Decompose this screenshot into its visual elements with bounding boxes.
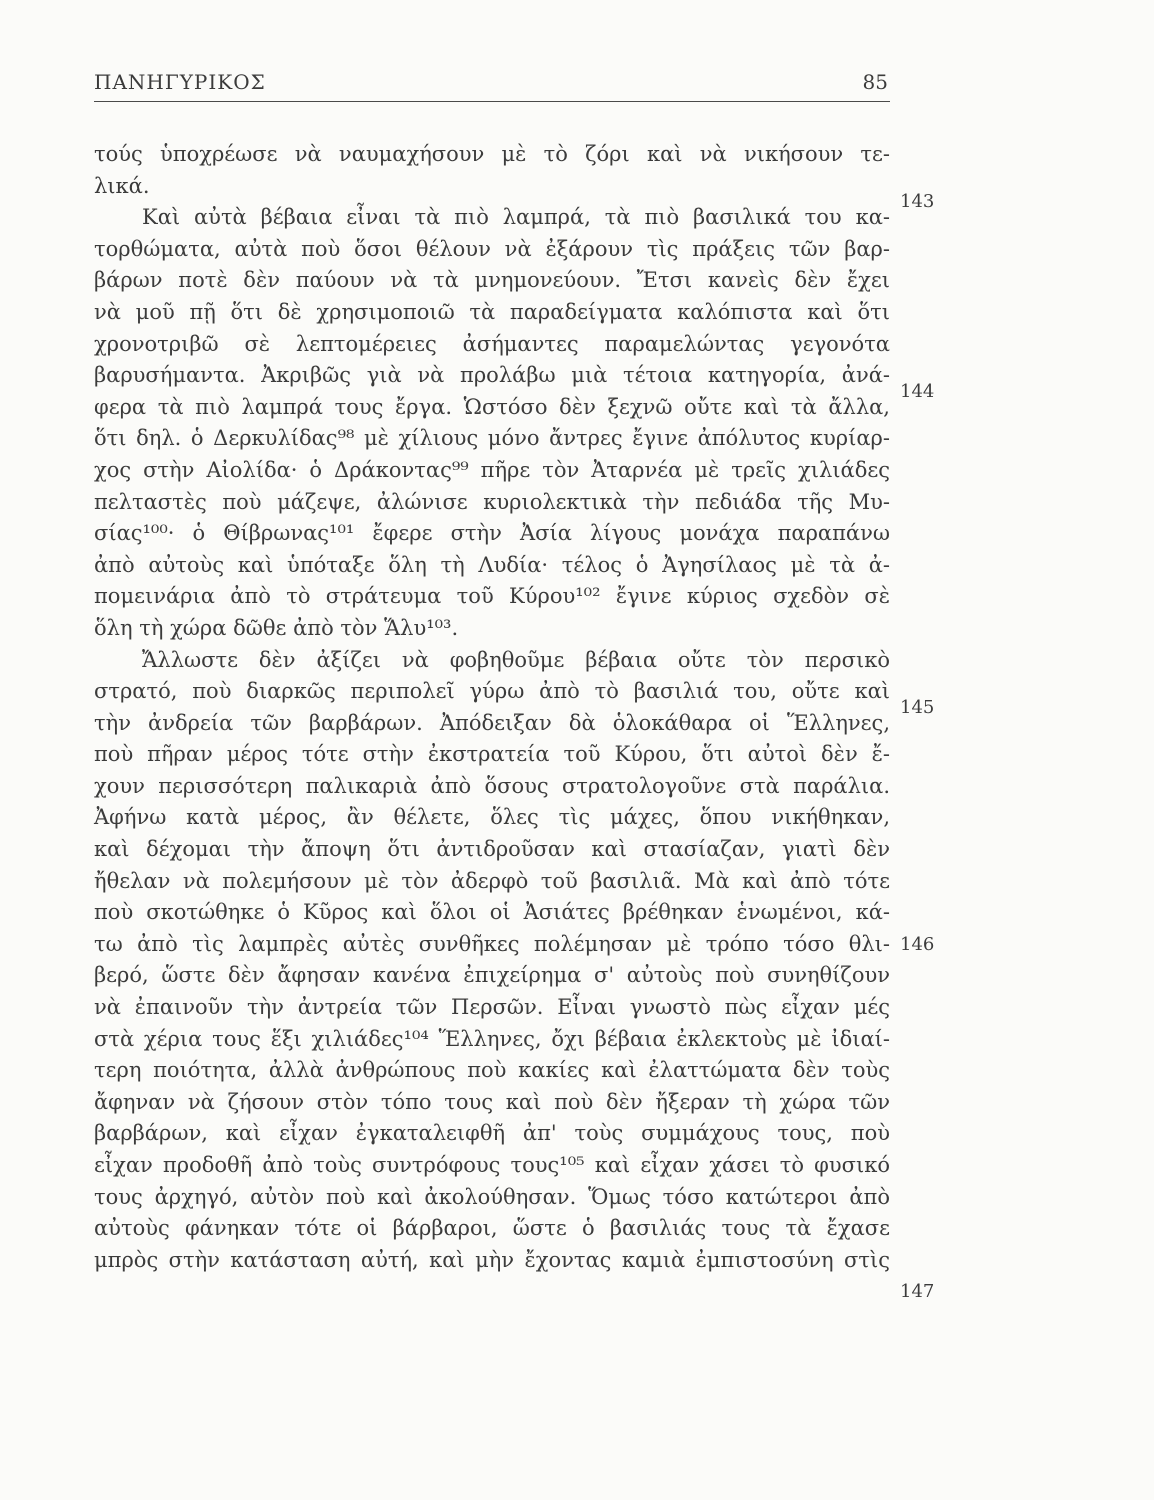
text-line: στρατό, ποὺ διαρκῶς περιπολεῖ γύρω ἀπὸ τὸ βασιλιά του, οὔτε καὶ [94,679,890,704]
section-number: 145 [900,697,935,718]
text-line: χουν περισσότερη παλικαριὰ ἀπὸ ὅσους στρατολογοῦνε στὰ παράλια. [94,773,890,798]
page-header [94,70,890,100]
text-line: χος στὴν Αἰολίδα· ὁ Δράκοντας⁹⁹ πῆρε τὸν Ἀταρνέα μὲ τρεῖς χιλιάδες [94,457,890,482]
text-line: τω ἀπὸ τὶς λαμπρὲς αὐτὲς συνθῆκες πολέμησαν μὲ τρόπο τόσο θλι- [94,931,890,956]
text-line: τους ἀρχηγό, αὐτὸν ποὺ καὶ ἀκολούθησαν. Ὅμως τόσο κατώτεροι ἀπὸ [94,1184,890,1209]
text-line: Ἀφήνω κατὰ μέρος, ἂν θέλετε, ὅλες τὶς μάχες, ὅπου νικήθηκαν, [94,805,890,830]
text-line: καὶ δέχομαι τὴν ἄποψη ὅτι ἀντιδροῦσαν καὶ στασίαζαν, γιατὶ δὲν [94,837,890,862]
text-line: ἀπὸ αὐτοὺς καὶ ὑπόταξε ὅλη τὴ Λυδία· τέλος ὁ Ἀγησίλαος μὲ τὰ ἀ- [94,552,890,577]
section-number: 147 [900,1281,935,1302]
section-number: 146 [900,934,935,955]
text-line: ὅλη τὴ χώρα δῶθε ἀπὸ τὸν Ἅλυ¹⁰³. [94,615,459,640]
text-line: χρονοτριβῶ σὲ λεπτομέρειες ἀσήμαντες παραμελώντας γεγονότα [94,331,890,356]
text-line: πελταστὲς ποὺ μάζεψε, ἀλώνισε κυριολεκτικὰ τὴν πεδιάδα τῆς Μυ- [94,489,890,514]
text-line: αὐτοὺς φάνηκαν τότε οἱ βάρβαροι, ὥστε ὁ βασιλιάς τους τὰ ἔχασε [94,1216,890,1241]
text-line: πομεινάρια ἀπὸ τὸ στράτευμα τοῦ Κύρου¹⁰² ἔγινε κύριος σχεδὸν σὲ [94,584,890,609]
running-head: ΠΑΝΗΓΥΡΙΚΟΣ [94,70,266,94]
text-line: ὅτι δηλ. ὁ Δερκυλίδας⁹⁸ μὲ χίλιους μόνο ἄντρες ἔγινε ἀπόλυτος κυρίαρ- [94,426,890,451]
text-line: βαρβάρων, καὶ εἶχαν ἐγκαταλειφθῆ ἀπ' τοὺς συμμάχους τους, ποὺ [94,1121,890,1146]
text-line: ἄφηναν νὰ ζήσουν στὸν τόπο τους καὶ ποὺ δὲν ἤξεραν τὴ χώρα τῶν [94,1089,890,1114]
section-number: 143 [900,191,935,212]
text-line: λικά. [94,173,150,198]
page-number: 85 [862,70,888,94]
text-line: τούς ὑποχρέωσε νὰ ναυμαχήσουν μὲ τὸ ζόρι καὶ νὰ νικήσουν τε- [94,142,890,166]
text-line: τερη ποιότητα, ἀλλὰ ἀνθρώπους ποὺ κακίες καὶ ἐλαττώματα δὲν τοὺς [94,1058,890,1083]
text-line: ποὺ σκοτώθηκε ὁ Κῦρος καὶ ὅλοι οἱ Ἀσιάτες βρέθηκαν ἑνωμένοι, κά- [94,900,890,925]
section-number: 144 [900,381,935,402]
text-line: σίας¹⁰⁰· ὁ Θίβρωνας¹⁰¹ ἔφερε στὴν Ἀσία λίγους μονάχα παραπάνω [94,521,890,546]
body-text [94,139,890,1276]
header-rule [94,101,890,102]
text-line: μπρὸς στὴν κατάσταση αὐτή, καὶ μὴν ἔχοντας καμιὰ ἐμπιστοσύνη στὶς [94,1247,890,1272]
text-line: βαρυσήμαντα. Ἀκριβῶς γιὰ νὰ προλάβω μιὰ τέτοια κατηγορία, ἀνά- [94,363,890,388]
text-line: τὴν ἀνδρεία τῶν βαρβάρων. Ἀπόδειξαν δὰ ὁλοκάθαρα οἱ Ἕλληνες, [94,710,890,735]
text-line: νὰ μοῦ πῇ ὅτι δὲ χρησιμοποιῶ τὰ παραδείγματα καλόπιστα καὶ ὅτι [94,299,890,324]
text-line: τορθώματα, αὐτὰ ποὺ ὅσοι θέλουν νὰ ἐξάρουν τὶς πράξεις τῶν βαρ- [94,236,890,261]
text-line: φερα τὰ πιὸ λαμπρά τους ἔργα. Ὡστόσο δὲν ξεχνῶ οὔτε καὶ τὰ ἄλλα, [94,394,890,419]
text-line: βάρων ποτὲ δὲν παύουν νὰ τὰ μνημονεύουν. Ἔτσι κανεὶς δὲν ἔχει [94,268,890,293]
text-line: Καὶ αὐτὰ βέβαια εἶναι τὰ πιὸ λαμπρά, τὰ πιὸ βασιλικά του κα- [142,205,890,230]
text-line: ἤθελαν νὰ πολεμήσουν μὲ τὸν ἀδερφὸ τοῦ βασιλιᾶ. Μὰ καὶ ἀπὸ τότε [94,868,890,893]
text-line: Ἄλλωστε δὲν ἀξίζει νὰ φοβηθοῦμε βέβαια οὔτε τὸν περσικὸ [142,647,890,672]
text-line: εἶχαν προδοθῆ ἀπὸ τοὺς συντρόφους τους¹⁰⁵ καὶ εἶχαν χάσει τὸ φυσικό [94,1153,890,1177]
text-line: στὰ χέρια τους ἕξι χιλιάδες¹⁰⁴ Ἕλληνες, ὄχι βέβαια ἐκλεκτοὺς μὲ ἰδιαί- [94,1026,890,1051]
text-line: βερό, ὥστε δὲν ἄφησαν κανένα ἐπιχείρημα σ' αὐτοὺς ποὺ συνηθίζουν [94,963,890,988]
text-line: νὰ ἐπαινοῦν τὴν ἀντρεία τῶν Περσῶν. Εἶναι γνωστὸ πὼς εἶχαν μές [94,995,890,1020]
text-line: ποὺ πῆραν μέρος τότε στὴν ἐκστρατεία τοῦ Κύρου, ὅτι αὐτοὶ δὲν ἔ- [94,742,890,767]
